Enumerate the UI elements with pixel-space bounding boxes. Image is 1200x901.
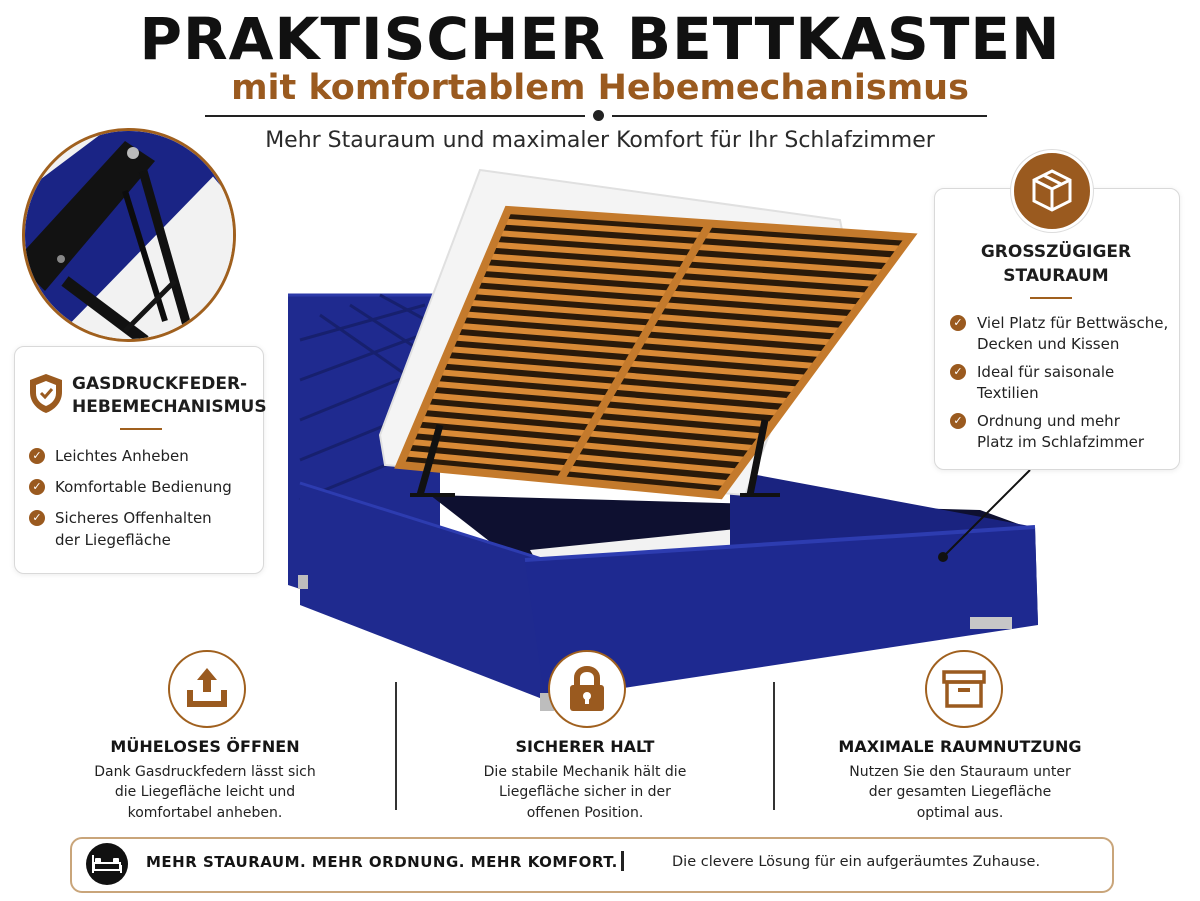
callout-connector <box>930 460 1040 570</box>
feature-divider <box>395 682 397 810</box>
storage-item-2-line1: Ideal für saisonale <box>977 363 1115 381</box>
feature-desc-opening-line3: komfortabel anheben. <box>127 805 283 821</box>
mechanism-card-title-line1: GASDRUCKFEDER- <box>72 374 248 394</box>
mechanism-card-title-line2: HEBEMECHANISMUS <box>72 397 267 417</box>
feature-divider <box>773 682 775 810</box>
lock-icon <box>548 650 626 728</box>
feature-desc-opening-line1: Dank Gasdruckfedern lässt sich <box>94 764 316 780</box>
feature-desc-secure-line3: offenen Position. <box>526 805 644 821</box>
mechanism-detail-image <box>22 128 236 342</box>
check-icon: ✓ <box>950 413 966 429</box>
check-icon: ✓ <box>950 315 966 331</box>
bed-icon <box>86 843 128 885</box>
mechanism-card-underline <box>120 428 162 430</box>
mechanism-item-3-line2: der Liegefläche <box>55 531 171 549</box>
storage-item-2-line2: Textilien <box>977 384 1039 402</box>
page-tagline: Mehr Stauraum und maximaler Komfort für Ihr Schlafzimmer <box>265 128 935 153</box>
check-icon: ✓ <box>29 510 45 526</box>
check-icon: ✓ <box>950 364 966 380</box>
feature-desc-space-line1: Nutzen Sie den Stauraum unter <box>849 764 1071 780</box>
storage-item-1-line2: Decken und Kissen <box>977 335 1120 353</box>
page-title: PRAKTISCHER BETTKASTEN <box>139 5 1061 73</box>
mechanism-item-1: Leichtes Anheben <box>55 447 189 465</box>
box-icon <box>1011 150 1093 232</box>
check-icon: ✓ <box>29 479 45 495</box>
feature-title-secure: SICHERER HALT <box>515 737 655 756</box>
mechanism-item-2: Komfortable Bedienung <box>55 478 232 496</box>
storage-card-underline <box>1030 297 1072 299</box>
page-subtitle: mit komfortablem Hebemechanismus <box>231 68 969 108</box>
feature-desc-secure-line1: Die stabile Mechanik hält die <box>483 764 687 780</box>
header-rule-right <box>612 115 987 117</box>
storage-item-3-line1: Ordnung und mehr <box>977 412 1120 430</box>
footer-subline: Die clevere Lösung für ein aufgeräumtes Zuhause. <box>672 854 1041 870</box>
storage-box-icon <box>925 650 1003 728</box>
feature-desc-space-line2: der gesamten Liegefläche <box>868 784 1052 800</box>
feature-title-space: MAXIMALE RAUMNUTZUNG <box>838 737 1082 756</box>
upload-icon <box>168 650 246 728</box>
footer-separator <box>621 851 624 871</box>
storage-card-title-line2: STAURAUM <box>1003 266 1109 286</box>
header-rule-dot <box>593 110 604 121</box>
storage-item-3-line2: Platz im Schlafzimmer <box>977 433 1145 451</box>
feature-title-opening: MÜHELOSES ÖFFNEN <box>110 737 300 756</box>
footer-slogan: MEHR STAURAUM. MEHR ORDNUNG. MEHR KOMFORT. <box>146 853 618 871</box>
storage-card-title-line1: GROSSZÜGIGER <box>980 242 1132 262</box>
mechanism-item-3-line1: Sicheres Offenhalten <box>55 509 212 527</box>
feature-desc-space-line3: optimal aus. <box>916 805 1004 821</box>
header-rule-left <box>205 115 585 117</box>
storage-item-1-line1: Viel Platz für Bettwäsche, <box>977 314 1169 332</box>
feature-desc-secure-line2: Liegefläche sicher in der <box>499 784 671 800</box>
check-icon: ✓ <box>29 448 45 464</box>
feature-desc-opening-line2: die Liegefläche leicht und <box>114 784 296 800</box>
shield-icon <box>28 372 64 414</box>
